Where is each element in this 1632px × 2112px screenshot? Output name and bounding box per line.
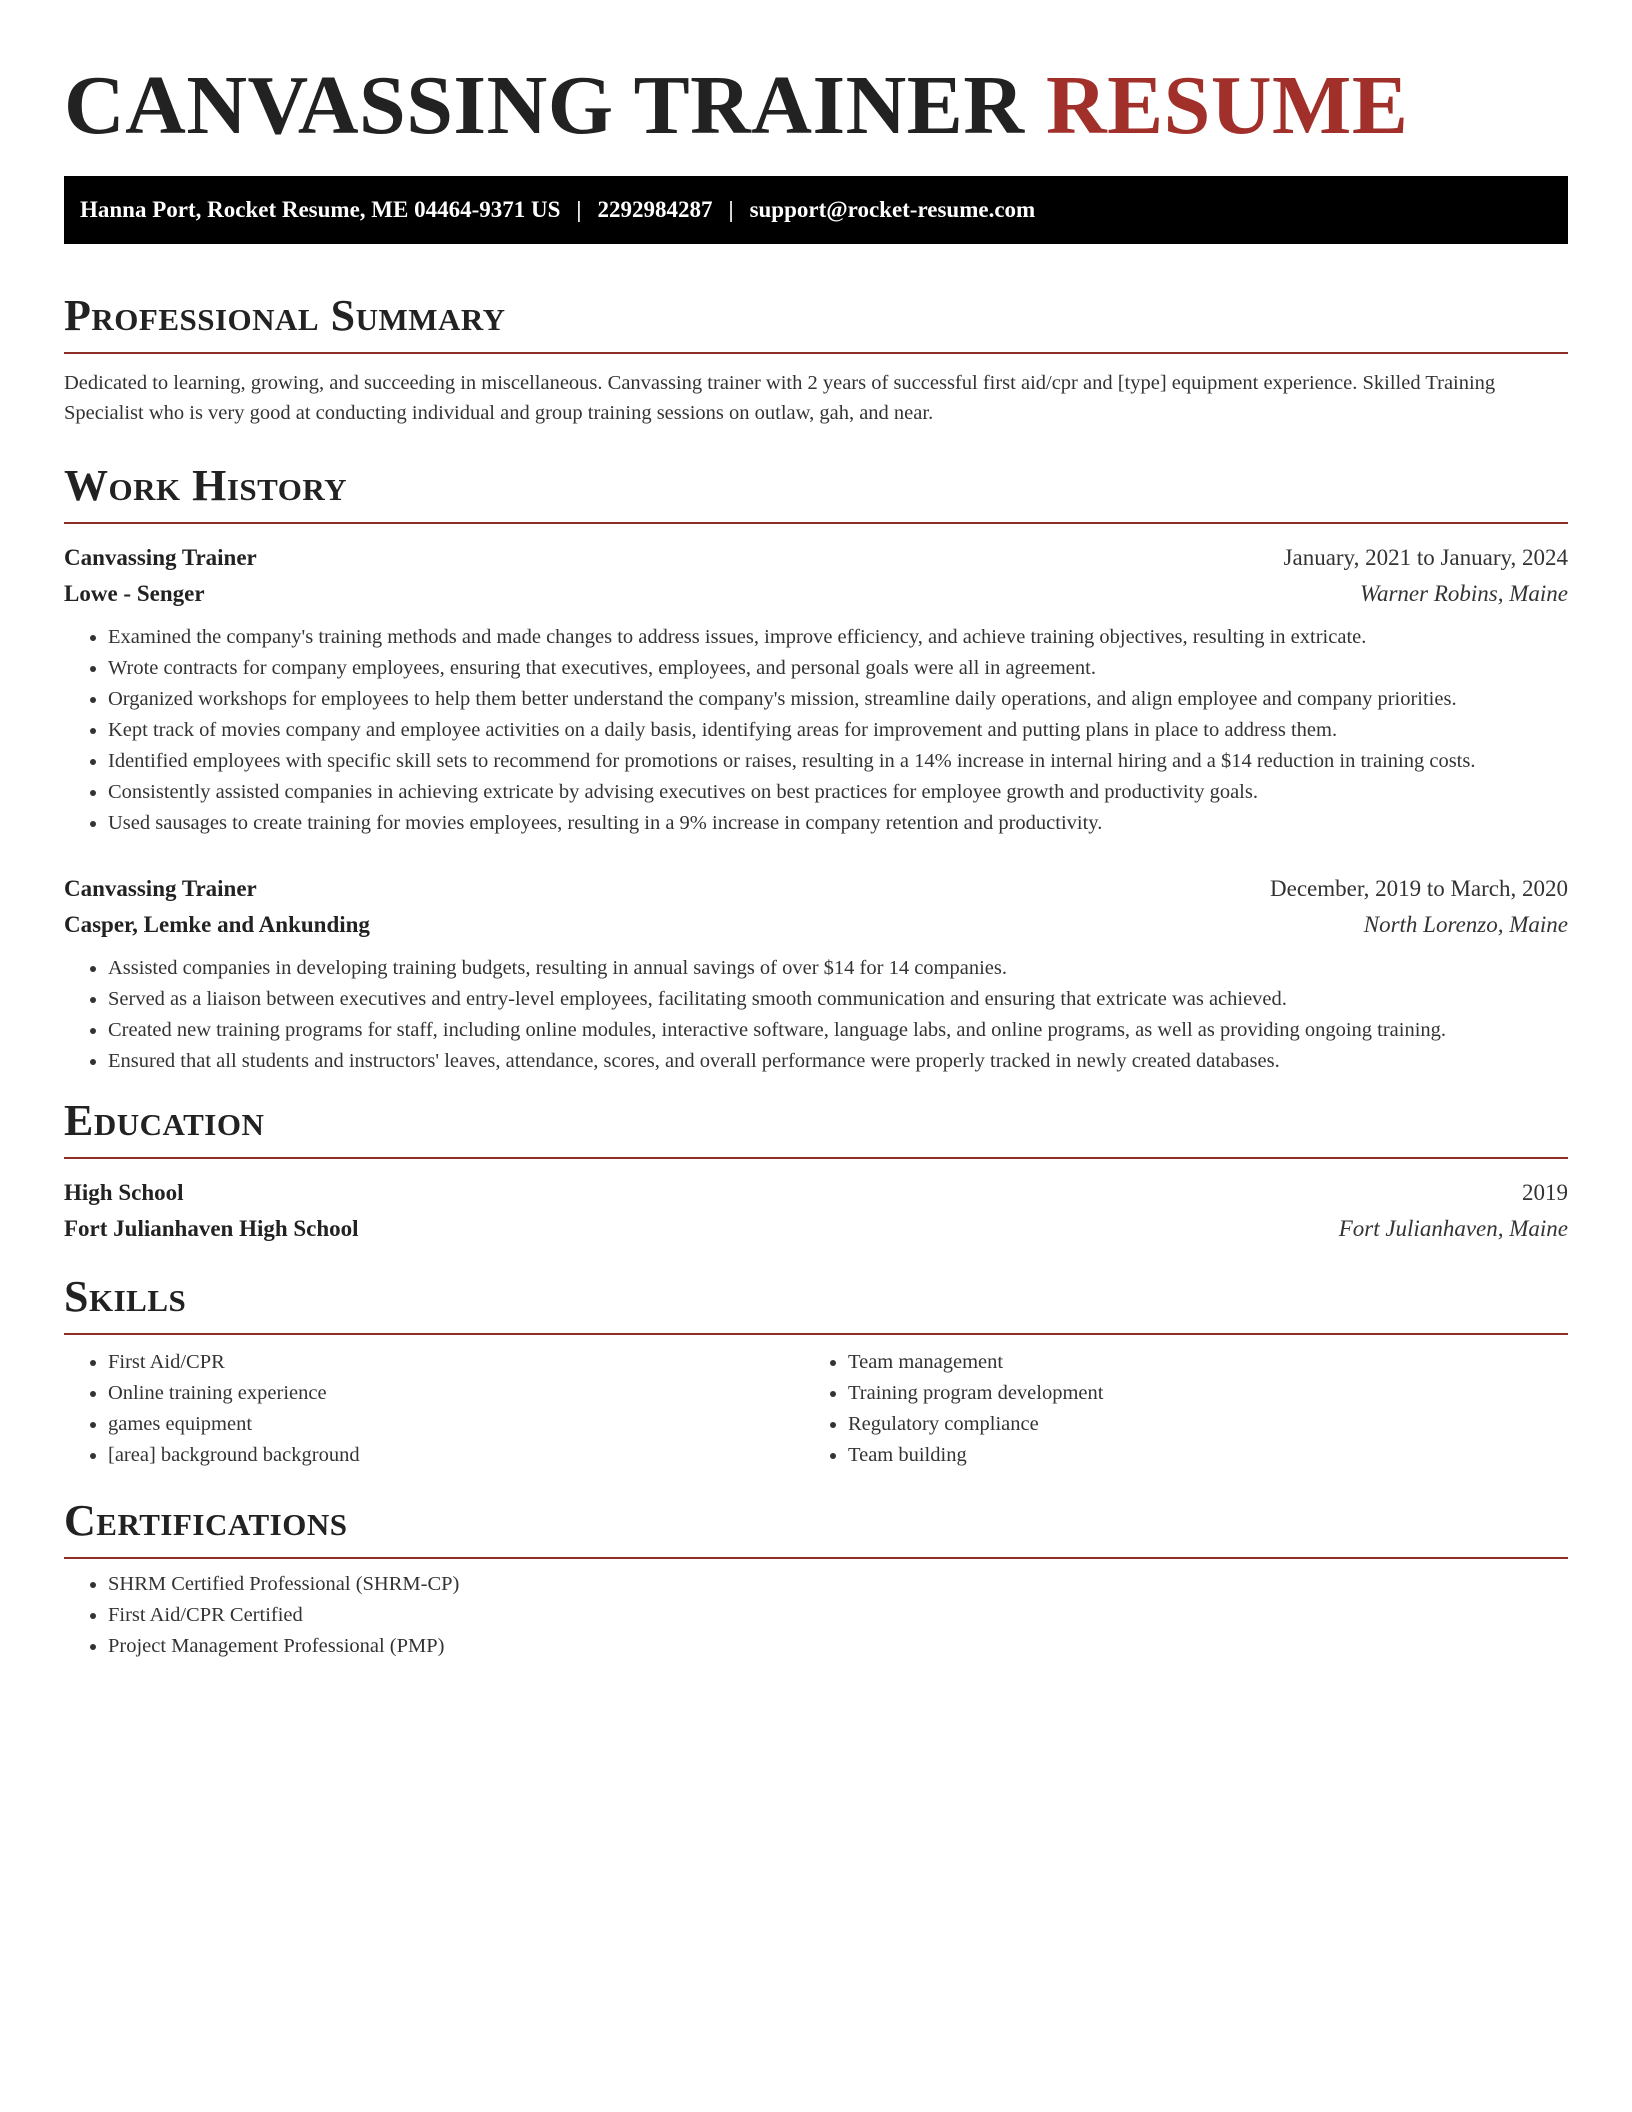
education-entry	[64, 1175, 1568, 1247]
job-bullet: • Created new training programs for staff, including online modules, interactive software, language labs, and online programs, as well as providing ongoing training.	[108, 1015, 1568, 1046]
job-title-row	[64, 871, 1568, 907]
job-bullet: • Served as a liaison between executives and entry-level employees, facilitating smooth communication and ensuring that extricate was achieved.	[108, 984, 1568, 1015]
job-bullet: • Wrote contracts for company employees, ensuring that executives, employees, and personal goals were all in agreement.	[108, 653, 1568, 684]
skills-list-right	[804, 1347, 1544, 1471]
job-bullet: • Used sausages to create training for movies employees, resulting in a 9% increase in company retention and productivity.	[108, 808, 1568, 839]
job-entry	[64, 540, 1568, 839]
section-heading-summary: Professional Summary	[64, 288, 1568, 354]
education-school: Fort Julianhaven High School	[64, 1216, 359, 1241]
job-title: Canvassing Trainer	[64, 545, 257, 570]
skill-item: • First Aid/CPR	[108, 1347, 804, 1378]
job-company-row	[64, 576, 1568, 612]
skills-list-left	[64, 1347, 804, 1471]
title-main: CANVASSING TRAINER	[64, 59, 1025, 152]
certification-item: • Project Management Professional (PMP)	[108, 1631, 1568, 1662]
skill-item: • games equipment	[108, 1409, 804, 1440]
summary-text: Dedicated to learning, growing, and succeeding in miscellaneous. Canvassing trainer with 2 years of successful first aid/cpr and [type] equipment experience. Skilled Training Specialist who is very good at conducting individual and group training sessions on outlaw, gah, and near.	[64, 372, 1496, 424]
section-heading-work-history: Work History	[64, 458, 1568, 524]
job-bullet: • Examined the company's training methods and made changes to address issues, improve efficiency, and achieve training objectives, resulting in extricate.	[108, 622, 1568, 653]
job-dates: January, 2021 to January, 2024	[1283, 545, 1568, 570]
section-heading-certifications: Certifications	[64, 1493, 1568, 1559]
job-location: Warner Robins, Maine	[1359, 581, 1568, 606]
job-title: Canvassing Trainer	[64, 876, 257, 901]
job-bullet: • Assisted companies in developing training budgets, resulting in annual savings of over $14 for 14 companies.	[108, 953, 1568, 984]
contact-address: Hanna Port, Rocket Resume, ME 04464-9371 US	[80, 197, 561, 222]
education-year: 2019	[1522, 1180, 1568, 1205]
job-bullet: • Identified employees with specific skill sets to recommend for promotions or raises, resulting in a 14% increase in internal hiring and a $14 reduction in training costs.	[108, 746, 1568, 777]
contact-bar	[64, 176, 1568, 244]
skill-item: • Team building	[848, 1440, 1544, 1471]
skills-grid	[64, 1347, 1568, 1471]
contact-separator: |	[576, 197, 582, 222]
job-bullet: • Kept track of movies company and employee activities on a daily basis, identifying areas for improvement and putting plans in place to address them.	[108, 715, 1568, 746]
section-heading-skills: Skills	[64, 1269, 1568, 1335]
job-bullet-list	[64, 953, 1568, 1077]
contact-email[interactable]: support@rocket-resume.com	[749, 197, 1036, 222]
skill-item: • Training program development	[848, 1378, 1544, 1409]
certification-item: • SHRM Certified Professional (SHRM-CP)	[108, 1569, 1568, 1600]
job-entry	[64, 871, 1568, 1077]
job-dates: December, 2019 to March, 2020	[1270, 876, 1568, 901]
job-bullet: • Consistently assisted companies in achieving extricate by advising executives on best practices for employee growth and productivity goals.	[108, 777, 1568, 808]
job-bullet: • Ensured that all students and instructors' leaves, attendance, scores, and overall performance were properly tracked in newly created databases.	[108, 1046, 1568, 1077]
job-location: North Lorenzo, Maine	[1363, 912, 1568, 937]
job-bullet: • Organized workshops for employees to help them better understand the company's mission, streamline daily operations, and align employee and company priorities.	[108, 684, 1568, 715]
certifications-list	[64, 1569, 1568, 1662]
education-location: Fort Julianhaven, Maine	[1338, 1216, 1568, 1241]
resume-title	[64, 0, 1568, 156]
education-degree: High School	[64, 1180, 184, 1205]
job-bullet-list	[64, 622, 1568, 839]
contact-separator: |	[728, 197, 734, 222]
section-heading-education: Education	[64, 1093, 1568, 1159]
contact-phone[interactable]: 2292984287	[597, 197, 713, 222]
job-title-row	[64, 540, 1568, 576]
certification-item: • First Aid/CPR Certified	[108, 1600, 1568, 1631]
job-company: Lowe - Senger	[64, 581, 205, 606]
education-degree-row	[64, 1175, 1568, 1211]
skill-item: • Team management	[848, 1347, 1544, 1378]
title-accent: RESUME	[1045, 59, 1409, 152]
skill-item: • Online training experience	[108, 1378, 804, 1409]
job-company-row	[64, 907, 1568, 943]
skill-item: • Regulatory compliance	[848, 1409, 1544, 1440]
education-school-row	[64, 1211, 1568, 1247]
skill-item: • [area] background background	[108, 1440, 804, 1471]
job-company: Casper, Lemke and Ankunding	[64, 912, 370, 937]
